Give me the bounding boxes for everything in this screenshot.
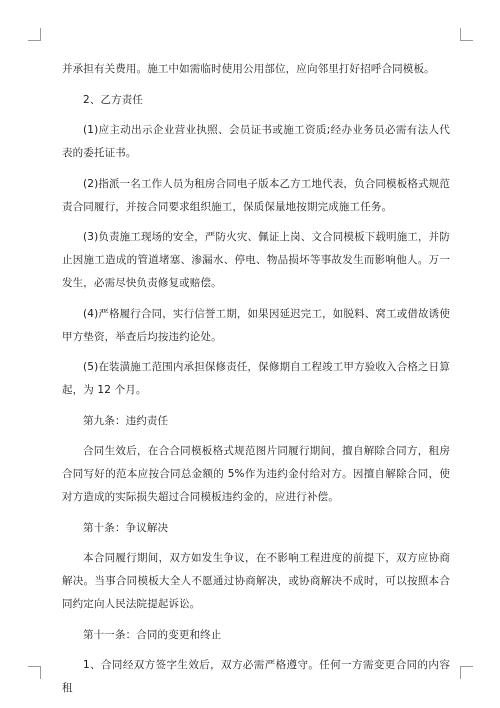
- paragraph: 并承担有关费用。施工中如需临时使用公用部位，应向邻里打好招呼合同模板。: [62, 63, 435, 75]
- corner-mark-bottom-right: [460, 666, 473, 679]
- paragraph: 1、合同经双方签字生效后，双方必需严格遵守。任何一方需变更合同的内容租: [62, 659, 450, 694]
- paragraph: (2)指派一名工作人员为租房合同电子版本乙方工地代表，负合同模板格式规范责合同履行，并按合同要求组织施工，保质保量地按期完成施工任务。: [62, 177, 450, 213]
- article-heading: 第十条：争议解决: [83, 521, 169, 534]
- document-body: [62, 58, 450, 708]
- paragraph: (1)应主动出示企业营业执照、会员证书或施工资质;经办业务员必需有法人代表的委托证书。: [62, 124, 450, 159]
- paragraph: 本合同履行期间，双方如发生争议，在不影响工程进度的前提下，双方应协商解决。当事合同模板大全人不愿通过协商解决，或协商解决不成时，可以按照本合同约定向人民法院提起诉讼。: [62, 552, 450, 610]
- corner-mark-top-left: [28, 28, 41, 41]
- corner-mark-bottom-left: [28, 666, 41, 679]
- paragraph: (3)负责施工现场的安全，严防火灾、佩证上岗、文合同模板下载明施工，并防止因施工造成的管道堵塞、渗漏水、停电、物品损坏等事故发生而影响他人。万一发生，必需尽快负责修复或赔偿。: [62, 231, 450, 289]
- corner-mark-top-right: [460, 28, 473, 41]
- article-heading: 第九条：违约责任: [83, 414, 169, 427]
- article-heading: 第十一条：合同的变更和终止: [83, 628, 222, 641]
- paragraph: (4)严格履行合同，实行信誉工期，如果因延迟完工，如脱料、窝工或借故诱使甲方垫资，举查后均按违约论处。: [62, 307, 450, 343]
- paragraph: (5)在装潢施工范围内承担保修责任，保修期自工程竣工甲方验收入合格之日算起，为 12 个月。: [62, 361, 450, 396]
- paragraph: 合同生效后，在合合同模板格式规范图片同履行期间，擅自解除合同方，租房合同写好的范本应按合同总金额的 5%作为违约金付给对方。因擅自解除合同，使对方造成的实际损失超过合同模板违约金的，应进行补偿。: [62, 445, 450, 503]
- section-heading: 2、乙方责任: [83, 93, 144, 106]
